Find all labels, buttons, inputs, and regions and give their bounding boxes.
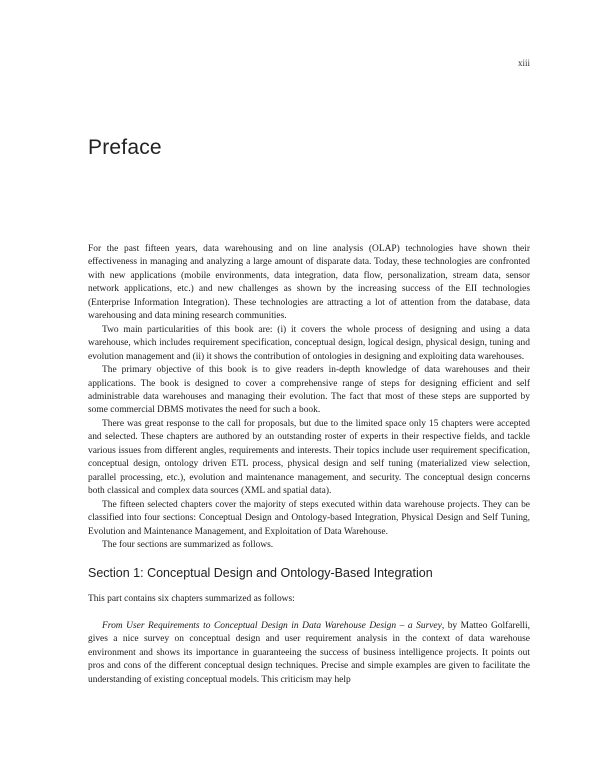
preface-paragraph-1: For the past fifteen years, data warehousing and on line analysis (OLAP) technologies have shown their effectiveness in managing and analyzing a large amount of disparate data. Today, these technologies are confronted with new applications (mobile environments, data integration, data flow, personalization, stream data, sensor network applications, etc.) and new challenges as shown by the increasing success of the EII technologies (Enterprise Information Integration). These technologies are attracting a lot of attention from the database, data warehousing and data mining research communities.	[88, 244, 530, 322]
preface-paragraph-5: The fifteen selected chapters cover the majority of steps executed within data warehouse projects. They can be classified into four sections: Conceptual Design and Ontology-based Integration, Physical Design and Self Tuning, Evolution and Maintenance Management, and Exploitation of Data Warehouse.	[88, 499, 530, 537]
section-heading: Section 1: Conceptual Design and Ontology-Based Integration	[88, 566, 433, 581]
preface-paragraph-3: The primary objective of this book is to give readers in-depth knowledge of data warehouses and their applications. The book is designed to cover a comprehensive range of steps for designing efficient and self administrable data warehouses and managing their evolution. The fact that most of these steps are supported by some commercial DBMS motivates the need for such a book.	[88, 365, 530, 416]
section-intro: This part contains six chapters summarized as follows:	[88, 594, 295, 605]
preface-paragraph-2: Two main particularities of this book are: (i) it covers the whole process of designing and using a data warehouse, which includes requirement specification, conceptual design, logical design, physical design, tuning and evolution management and (ii) it shows the contribution of ontologies in designing and exploiting data warehouses.	[88, 324, 530, 362]
page-title: Preface	[88, 136, 162, 159]
preface-paragraph-6: The four sections are summarized as follows.	[102, 539, 274, 550]
chapter-summary	[88, 620, 530, 687]
page-number: xiii	[517, 58, 530, 68]
preface-paragraph-4: There was great response to the call for proposals, but due to the limited space only 15 chapters were accepted and selected. These chapters are authored by an outstanding roster of experts in their respective fields, and tackle various issues from different angles, requirements and interests. Their topics include user requirement specification, conceptual design, ontology driven ETL process, physical design and self tuning (materialized view selection, parallel processing, etc.), evolution and maintenance management, and security. The conceptual design concerns both classical and complex data sources (XML and spatial data).	[88, 418, 530, 497]
chapter-summary-text: , by Matteo Golfarelli, gives a nice survey on conceptual design and user requirement analysis in the context of data warehouse environment and shows its importance in guaranteeing the success of business intelligence projects. It points out pros and cons of the different conceptual design techniques. Precise and simple examples are given to facilitate the understanding of existing conceptual models. This criticism may help	[88, 620, 530, 685]
body-text	[88, 243, 530, 687]
chapter-summary-title: From User Requirements to Conceptual Design in Data Warehouse Design – a Survey	[102, 620, 442, 631]
